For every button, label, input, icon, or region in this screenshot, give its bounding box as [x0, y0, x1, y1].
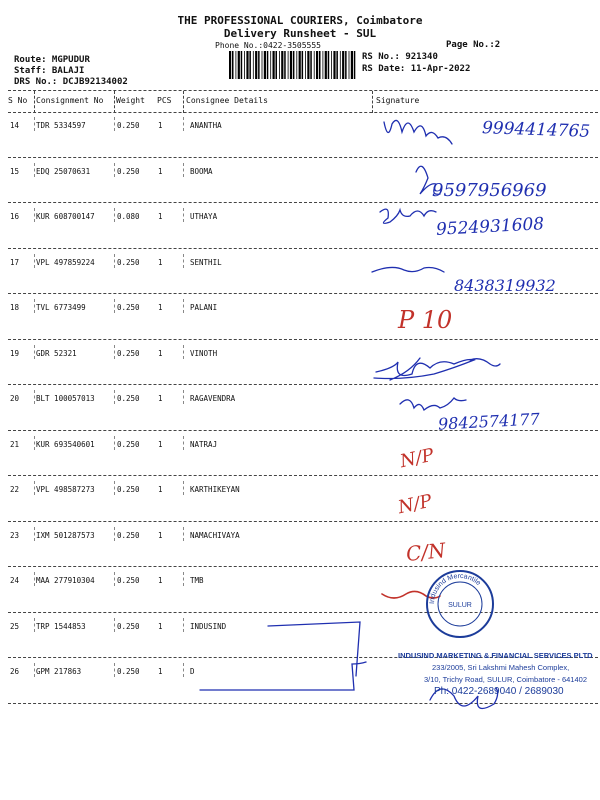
rs-date: RS Date: 11-Apr-2022 — [362, 64, 471, 74]
seal-text: Indusind Mercantile — [428, 572, 482, 605]
cell-divider — [114, 254, 115, 268]
handwritten-signature-17: 8438319932 — [454, 276, 556, 295]
cell-sno: 16 — [10, 212, 20, 221]
cell-divider — [183, 299, 184, 313]
drs-number: DRS No.: DCJB92134002 — [14, 77, 128, 87]
cell-divider — [114, 163, 115, 177]
barcode-bar — [276, 51, 278, 79]
cell-divider — [183, 663, 184, 677]
cell-sno: 14 — [10, 121, 20, 130]
barcode-bar — [305, 51, 306, 79]
cell-weight: 0.250 — [117, 667, 140, 676]
signature-scribble — [400, 398, 466, 410]
cell-pcs: 1 — [158, 348, 163, 358]
handwritten-signature-16: 9524931608 — [435, 214, 545, 240]
cell-weight: 0.250 — [117, 530, 140, 540]
seal-inner-text: SULUR — [448, 602, 472, 609]
cell-consignment: GDR 52321 — [36, 348, 77, 358]
rs-number: RS No.: 921340 — [362, 52, 438, 62]
cell-sno: 26 — [10, 667, 20, 676]
barcode-bar — [345, 51, 347, 79]
route-label: Route: MGPUDUR — [14, 55, 90, 65]
barcode-bar — [267, 51, 269, 79]
barcode-bar — [331, 51, 332, 79]
cell-divider — [183, 163, 184, 177]
cell-divider — [34, 254, 35, 268]
cell-consignment: GPM 217863 — [36, 667, 82, 676]
stamp-phone: Ph: 0422-2689040 / 2689030 — [434, 686, 564, 697]
cell-divider — [34, 481, 35, 495]
cell-sno: 17 — [10, 257, 20, 267]
cell-weight: 0.250 — [117, 303, 140, 312]
svg-text:Indusind Mercantile — [429, 573, 482, 604]
cell-divider — [34, 208, 35, 222]
signature-scribble — [374, 358, 500, 380]
cell-divider — [183, 436, 184, 450]
cell-sno: 25 — [10, 621, 20, 631]
page-number: Page No.:2 — [446, 40, 501, 50]
cell-pcs: 1 — [158, 576, 163, 585]
barcode-bar — [336, 51, 338, 79]
barcode-bar — [232, 51, 234, 79]
col-header-consignee: Consignee Details — [186, 96, 268, 105]
col-divider — [183, 91, 184, 113]
cell-divider — [114, 663, 115, 677]
col-divider — [372, 91, 373, 113]
cell-consignee: RAGAVENDRA — [190, 394, 236, 403]
handwritten-signature-22: N/P — [396, 490, 434, 519]
cell-consignment: TDR 5334597 — [36, 121, 86, 130]
barcode-bar — [270, 51, 271, 79]
cell-consignment: VPL 497859224 — [36, 257, 95, 267]
barcode-bar — [262, 51, 263, 79]
row-divider — [8, 384, 598, 385]
cell-consignment: MAA 277910304 — [36, 576, 95, 585]
cell-divider — [34, 436, 35, 450]
cell-weight: 0.080 — [117, 212, 140, 221]
cell-divider — [34, 663, 35, 677]
barcode-bar — [328, 51, 330, 79]
stamp-address-2: 3/10, Trichy Road, SULUR, Coimbatore - 641402 — [424, 675, 587, 684]
barcode-bar — [281, 51, 283, 79]
address-stamp — [398, 650, 593, 698]
row-divider — [8, 475, 598, 476]
cell-divider — [34, 527, 35, 541]
barcode-bar — [249, 51, 251, 79]
signature-scribble — [372, 267, 444, 272]
handwritten-signature-23: C/N — [404, 537, 447, 567]
cell-divider — [183, 572, 184, 586]
handwritten-signature-14: 9994414765 — [481, 118, 591, 142]
cell-divider — [114, 436, 115, 450]
cell-pcs: 1 — [158, 439, 163, 449]
barcode-bar — [316, 51, 318, 79]
cell-pcs: 1 — [158, 121, 163, 130]
row-divider — [8, 703, 598, 704]
cell-consignment: KUR 608700147 — [36, 212, 95, 221]
cell-sno: 24 — [10, 576, 20, 585]
cell-consignee: BOOMA — [190, 166, 213, 176]
stamp-company: INDUSIND MARKETING & FINANCIAL SERVICES PLTD — [398, 651, 593, 660]
handwritten-signature-18: P 10 — [398, 306, 453, 334]
barcode-bar — [288, 51, 289, 79]
row-divider — [8, 521, 598, 522]
cell-divider — [183, 117, 184, 131]
cell-divider — [34, 572, 35, 586]
cell-divider — [183, 208, 184, 222]
cell-divider — [114, 527, 115, 541]
cell-divider — [114, 117, 115, 131]
header-top-rule — [8, 90, 598, 91]
handwritten-signature-15: 9597956969 — [432, 180, 547, 201]
barcode-bar — [246, 51, 248, 79]
cell-divider — [34, 299, 35, 313]
cell-consignment: KUR 693540601 — [36, 439, 95, 449]
cell-consignment: TVL 6773499 — [36, 303, 86, 312]
row-divider — [8, 202, 598, 203]
col-divider — [34, 91, 35, 113]
cell-divider — [114, 208, 115, 222]
staff-label: Staff: BALAJI — [14, 66, 85, 76]
cell-pcs: 1 — [158, 166, 163, 176]
barcode-bar — [236, 51, 237, 79]
barcode-bar — [307, 51, 309, 79]
cell-divider — [114, 345, 115, 359]
handwritten-signature-21: N/P — [398, 444, 436, 473]
cell-consignee: ANANTHA — [190, 121, 222, 130]
cell-weight: 0.250 — [117, 485, 140, 494]
cell-weight: 0.250 — [117, 348, 140, 358]
document-subtitle: Delivery Runsheet - SUL — [223, 27, 377, 40]
cell-divider — [183, 345, 184, 359]
barcode-bar — [255, 51, 257, 79]
barcode-bar — [299, 51, 301, 79]
row-divider — [8, 157, 598, 158]
cell-divider — [114, 481, 115, 495]
cell-sno: 15 — [10, 166, 20, 176]
barcode-bar — [244, 51, 245, 79]
phone-number: Phone No.:0422-3505555 — [215, 41, 321, 50]
col-header-pcs: PCS — [157, 96, 172, 105]
barcode-bar — [264, 51, 266, 79]
row-divider — [8, 566, 598, 567]
company-seal — [424, 568, 496, 640]
cell-sno: 23 — [10, 530, 20, 540]
barcode-bar — [342, 51, 344, 79]
cell-pcs: 1 — [158, 621, 163, 631]
col-divider — [114, 91, 115, 113]
cell-consignment: EDQ 25070631 — [36, 166, 91, 176]
cell-divider — [114, 299, 115, 313]
cell-divider — [34, 345, 35, 359]
cell-consignee: D — [190, 667, 195, 676]
cell-weight: 0.250 — [117, 121, 140, 130]
barcode-bar — [325, 51, 327, 79]
cell-divider — [183, 390, 184, 404]
cell-divider — [183, 481, 184, 495]
col-header-sno: S No — [8, 96, 28, 105]
col-header-weight: Weight — [116, 96, 145, 105]
signature-scribble — [200, 662, 366, 690]
col-header-consignment: Consignment No — [36, 96, 104, 105]
cell-consignment: BLT 100057013 — [36, 394, 95, 403]
barcode-bar — [238, 51, 240, 79]
signature-scribble — [268, 622, 360, 676]
barcode-bar — [293, 51, 295, 79]
cell-pcs: 1 — [158, 667, 163, 676]
barcode-bar — [241, 51, 243, 79]
header-bottom-rule — [8, 112, 598, 113]
handwritten-signature-20: 9842574177 — [437, 409, 541, 434]
cell-consignee: INDUSIND — [190, 621, 227, 631]
cell-sno: 18 — [10, 303, 20, 312]
barcode-bar — [302, 51, 304, 79]
barcode-bar — [290, 51, 292, 79]
cell-sno: 19 — [10, 348, 20, 358]
barcode-bar — [310, 51, 312, 79]
cell-weight: 0.250 — [117, 439, 140, 449]
barcode-bar — [273, 51, 275, 79]
cell-weight: 0.250 — [117, 166, 140, 176]
cell-consignee: PALANI — [190, 303, 218, 312]
cell-consignee: UTHAYA — [190, 212, 218, 221]
cell-consignee: TMB — [190, 576, 204, 585]
barcode-bar — [340, 51, 341, 79]
cell-divider — [183, 527, 184, 541]
barcode-bar — [349, 51, 350, 79]
cell-pcs: 1 — [158, 394, 163, 403]
cell-pcs: 1 — [158, 257, 163, 267]
cell-consignee: NAMACHIVAYA — [190, 530, 240, 540]
col-header-signature: Signature — [376, 96, 420, 105]
cell-divider — [114, 390, 115, 404]
barcode-bar — [284, 51, 286, 79]
barcode-bar — [296, 51, 297, 79]
barcode-bar — [319, 51, 321, 79]
row-divider — [8, 248, 598, 249]
barcode-bar — [333, 51, 335, 79]
cell-weight: 0.250 — [117, 621, 140, 631]
signature-scribble — [384, 120, 452, 144]
cell-consignee: SENTHIL — [190, 257, 222, 267]
cell-consignment: VPL 498587273 — [36, 485, 95, 494]
cell-divider — [183, 618, 184, 632]
cell-pcs: 1 — [158, 303, 163, 312]
cell-divider — [183, 254, 184, 268]
barcode-bar — [229, 51, 231, 79]
barcode-bar — [279, 51, 280, 79]
cell-pcs: 1 — [158, 485, 163, 494]
cell-pcs: 1 — [158, 530, 163, 540]
barcode-bar — [354, 51, 356, 79]
barcode-bar — [253, 51, 254, 79]
cell-sno: 20 — [10, 394, 20, 403]
stamp-address-1: 233/2005, Sri Lakshmi Mahesh Complex, — [432, 663, 570, 672]
cell-consignment: IXM 501287573 — [36, 530, 95, 540]
barcode-bar — [314, 51, 315, 79]
barcode-bar — [323, 51, 324, 79]
cell-consignee: NATRAJ — [190, 439, 218, 449]
cell-divider — [34, 117, 35, 131]
row-divider — [8, 339, 598, 340]
cell-consignee: VINOTH — [190, 348, 218, 358]
cell-divider — [114, 618, 115, 632]
cell-pcs: 1 — [158, 212, 163, 221]
barcode-bar — [351, 51, 353, 79]
cell-consignee: KARTHIKEYAN — [190, 485, 240, 494]
cell-weight: 0.250 — [117, 576, 140, 585]
cell-sno: 22 — [10, 485, 20, 494]
cell-divider — [114, 572, 115, 586]
cell-divider — [34, 390, 35, 404]
barcode — [229, 51, 356, 79]
cell-divider — [34, 618, 35, 632]
cell-consignment: TRP 1544853 — [36, 621, 86, 631]
cell-weight: 0.250 — [117, 394, 140, 403]
cell-weight: 0.250 — [117, 257, 140, 267]
cell-divider — [34, 163, 35, 177]
cell-sno: 21 — [10, 439, 20, 449]
signature-scribble — [380, 209, 436, 223]
row-divider — [8, 612, 598, 613]
document-title: THE PROFESSIONAL COURIERS, Coimbatore — [177, 14, 423, 27]
barcode-bar — [258, 51, 260, 79]
